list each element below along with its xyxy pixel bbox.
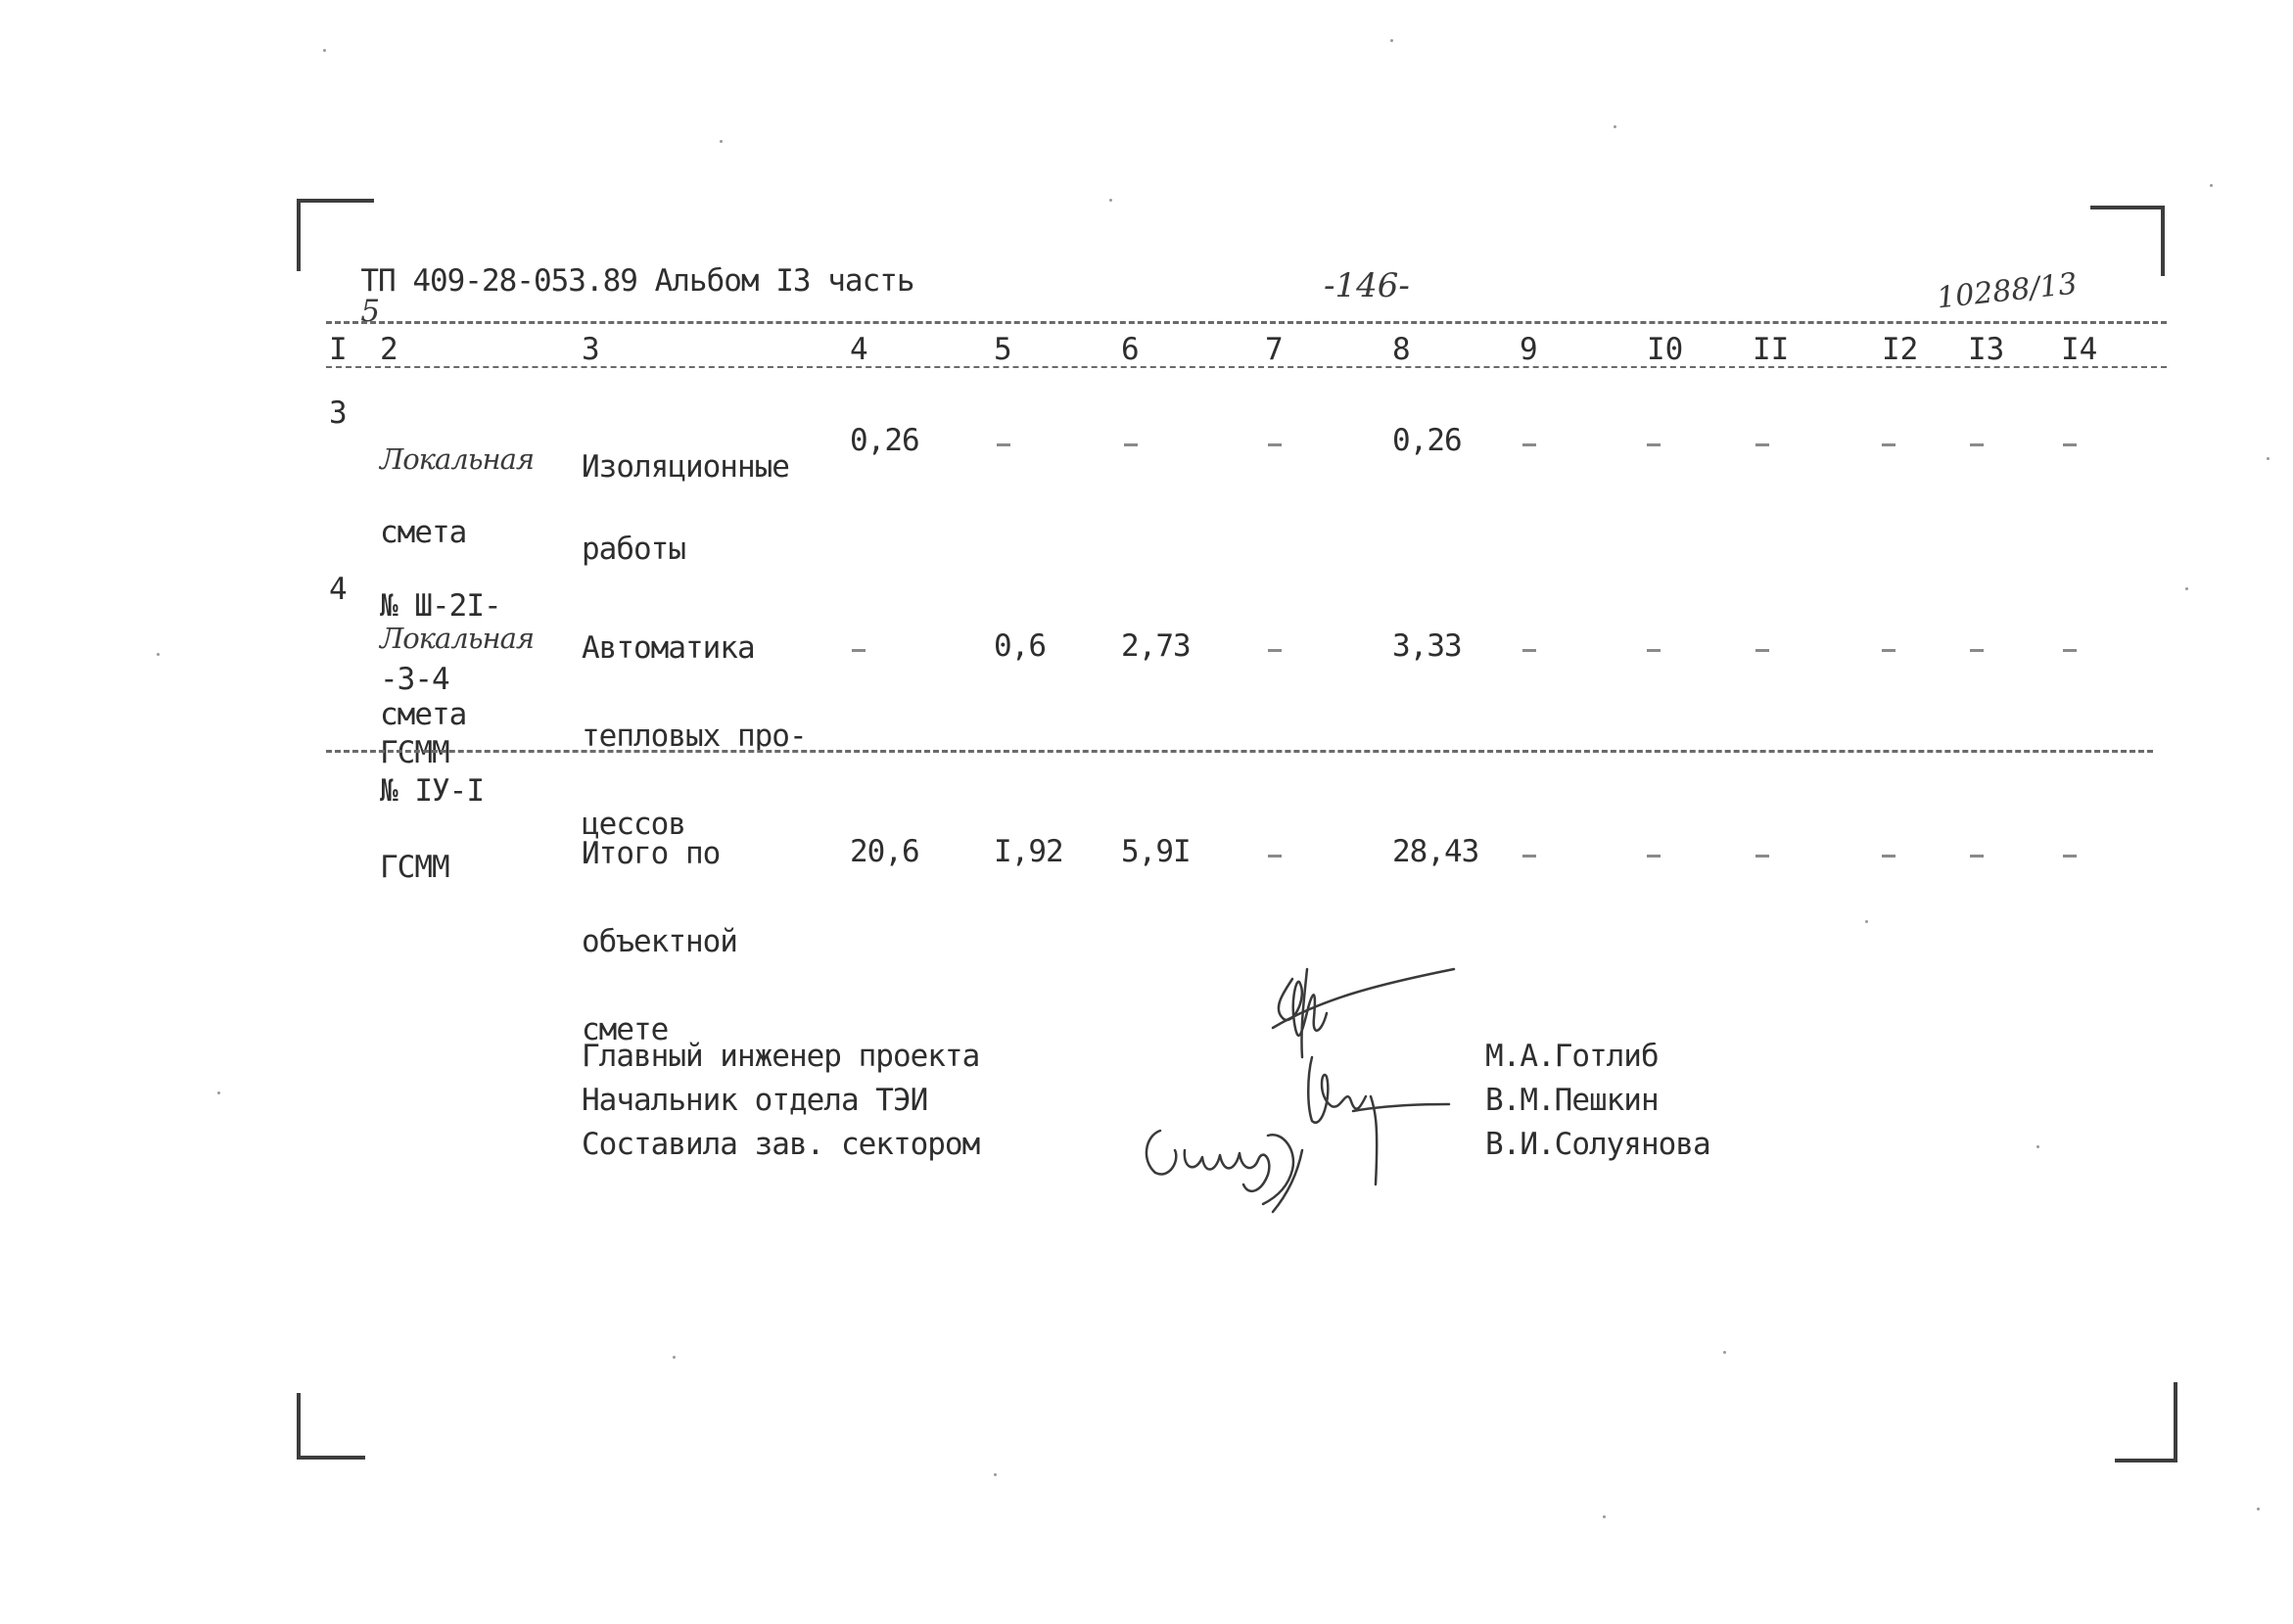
- value-col-5: 0,6: [994, 628, 1046, 664]
- dash-col-9: [1522, 649, 1536, 652]
- work-line: Автоматика: [582, 630, 755, 666]
- dash-col-5: [997, 443, 1010, 446]
- estimate-line: ГСММ: [380, 735, 449, 770]
- document-code: ТП 409-28-053.89 Альбом I3 часть: [360, 263, 914, 299]
- dash-col-14: [2063, 443, 2077, 446]
- scan-speck: [1614, 125, 1616, 128]
- dash-col-12: [1882, 443, 1895, 446]
- dash-col-10: [1647, 649, 1661, 652]
- signer-name: М.А.Готлиб: [1485, 1039, 1659, 1074]
- dash-col-7: [1268, 649, 1282, 652]
- estimate-line: № IУ-I: [380, 773, 484, 809]
- column-number: 7: [1265, 332, 1284, 367]
- dash-col-13: [1970, 443, 1984, 446]
- value-col-8: 0,26: [1392, 423, 1462, 458]
- column-number: II: [1753, 332, 1790, 367]
- work-line: цессов: [582, 807, 685, 842]
- scan-speck: [2210, 184, 2213, 187]
- estimate-title: Локальная: [380, 442, 535, 476]
- dash-col-11: [1755, 855, 1769, 858]
- column-number: 2: [380, 332, 398, 367]
- handwritten-signatures: [1126, 940, 1478, 1233]
- signer-name: В.М.Пешкин: [1485, 1083, 1659, 1118]
- dash-col-6: [1124, 443, 1138, 446]
- total-label-line: Итого по: [582, 836, 721, 871]
- estimate-line: № Ш-2I-: [380, 588, 501, 624]
- column-number: 5: [994, 332, 1012, 367]
- scan-speck: [1109, 199, 1112, 202]
- scan-speck: [2185, 587, 2188, 590]
- column-number: I3: [1968, 332, 2005, 367]
- signer-role: Начальник отдела ТЭИ: [582, 1083, 928, 1118]
- column-number: I: [329, 332, 348, 367]
- total-col-4: 20,6: [850, 834, 919, 869]
- total-label-line: смете: [582, 1012, 669, 1047]
- dash-col-13: [1970, 649, 1984, 652]
- dash-col-9: [1522, 855, 1536, 858]
- estimate-name: [380, 575, 534, 931]
- work-line: Изоляционные: [582, 449, 789, 485]
- part-number: 5: [360, 294, 380, 329]
- dash-col-10: [1647, 855, 1661, 858]
- estimate-title: Локальная: [380, 622, 535, 655]
- work-line: работы: [582, 532, 685, 567]
- signer-role: Главный инженер проекта: [582, 1039, 980, 1074]
- scan-speck: [217, 1091, 220, 1094]
- scan-speck: [720, 140, 723, 143]
- estimate-line: -3-4: [380, 662, 449, 697]
- estimate-line: смета: [380, 515, 467, 550]
- scan-speck: [1865, 920, 1868, 923]
- work-line: тепловых про-: [582, 719, 807, 754]
- dash-col-14: [2063, 855, 2077, 858]
- signer-name: В.И.Солуянова: [1485, 1127, 1710, 1162]
- column-number: 3: [582, 332, 600, 367]
- page-number: -146-: [1324, 266, 1410, 305]
- total-col-5: I,92: [994, 834, 1063, 869]
- total-col-8: 28,43: [1392, 834, 1479, 869]
- table-top-rule: [326, 321, 2167, 324]
- dash-col-11: [1755, 649, 1769, 652]
- value-col-6: 2,73: [1121, 628, 1191, 664]
- column-number: 4: [850, 332, 868, 367]
- total-separator-rule: [326, 750, 2153, 753]
- value-col-4: 0,26: [850, 423, 919, 458]
- scan-speck: [1723, 1351, 1726, 1354]
- document-reference: [326, 236, 914, 327]
- scan-speck: [994, 1473, 997, 1476]
- dash-col-12: [1882, 855, 1895, 858]
- scan-speck: [1603, 1515, 1606, 1518]
- signer-role: Составила зав. сектором: [582, 1127, 980, 1162]
- row-number: 4: [329, 572, 347, 607]
- dash-col-11: [1755, 443, 1769, 446]
- dash-col-7: [1268, 855, 1282, 858]
- scan-speck: [673, 1356, 676, 1359]
- dash-col-14: [2063, 649, 2077, 652]
- archive-number: 10288/13: [1935, 266, 2080, 316]
- total-col-6: 5,9I: [1121, 834, 1191, 869]
- column-number: 9: [1520, 332, 1538, 367]
- estimate-line: смета: [380, 697, 467, 732]
- corner-mark-bottom-left: [297, 1393, 365, 1460]
- dash-col-10: [1647, 443, 1661, 446]
- scan-speck: [323, 49, 326, 52]
- dash-col-9: [1522, 443, 1536, 446]
- scan-speck: [157, 653, 160, 656]
- corner-mark-bottom-right: [2115, 1382, 2177, 1462]
- scan-speck: [1390, 39, 1393, 42]
- column-number: I2: [1882, 332, 1919, 367]
- dash-col-13: [1970, 855, 1984, 858]
- column-number: I4: [2061, 332, 2098, 367]
- total-label-line: объектной: [582, 924, 737, 959]
- row-number: 3: [329, 395, 347, 431]
- column-number: 6: [1121, 332, 1140, 367]
- estimate-line: ГСММ: [380, 850, 449, 885]
- dash-col-7: [1268, 443, 1282, 446]
- value-col-8: 3,33: [1392, 628, 1462, 664]
- scan-speck: [2257, 1508, 2260, 1510]
- column-number: I0: [1647, 332, 1684, 367]
- dash-col-4: [852, 649, 866, 652]
- dash-col-12: [1882, 649, 1895, 652]
- scan-speck: [2267, 457, 2270, 460]
- column-number: 8: [1392, 332, 1411, 367]
- corner-mark-top-right: [2090, 206, 2165, 276]
- scan-speck: [2036, 1145, 2039, 1148]
